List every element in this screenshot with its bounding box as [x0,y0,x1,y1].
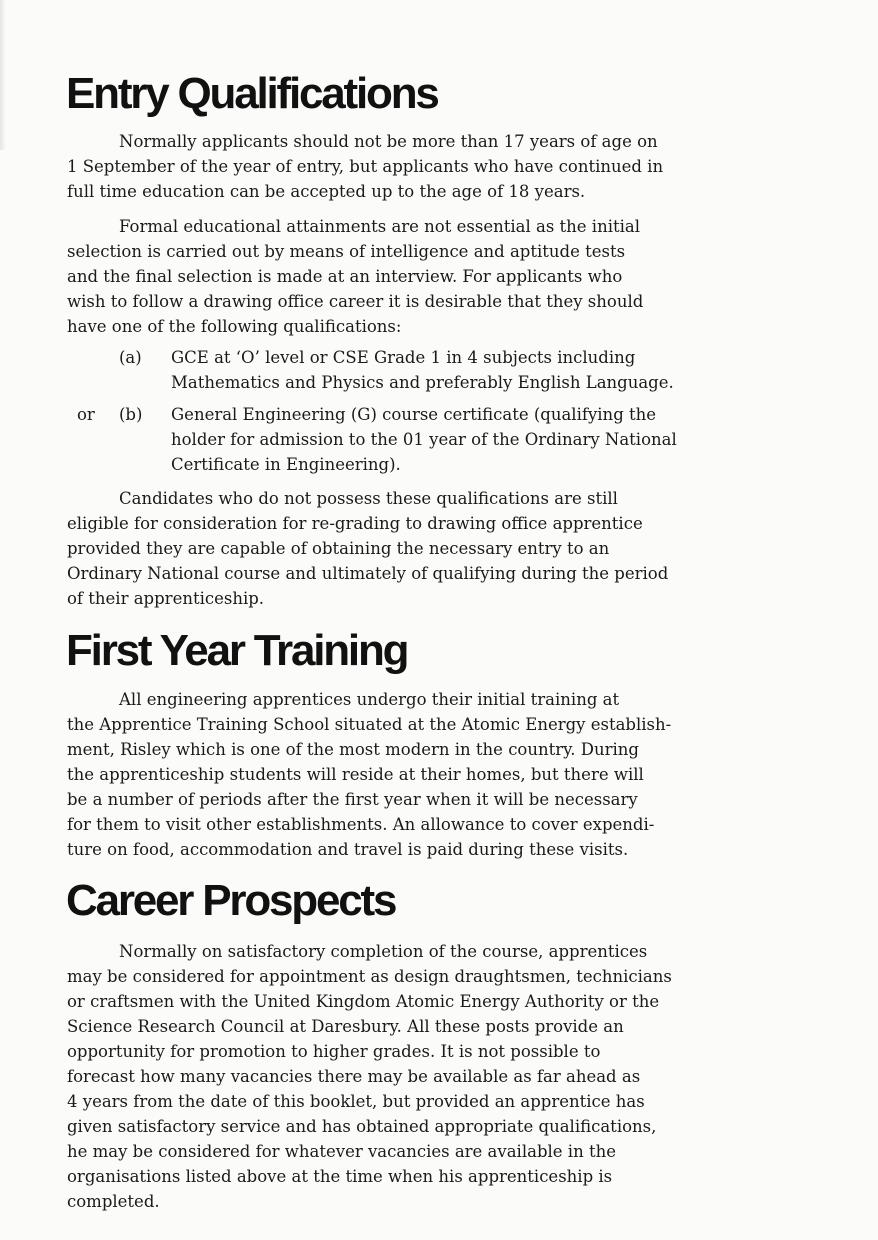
paragraph-career-prospects [67,939,837,1214]
text-line: Normally applicants should not be more than 17 years of age on [119,132,658,151]
text-line: Certificate in Engineering). [171,455,401,474]
text-line: be a number of periods after the first year when it will be necessary [67,790,638,809]
qualifications-list-item-b [67,402,837,477]
text-line: 1 September of the year of entry, but applicants who have continued in [67,157,664,176]
text-line: organisations listed above at the time when his apprenticeship is [67,1167,613,1186]
text-line: selection is carried out by means of intelligence and aptitude tests [67,242,626,261]
list-item-text [171,402,837,477]
text-line: 4 years from the date of this booklet, but provided an apprentice has [67,1092,645,1111]
career-prospects-body [67,939,837,1214]
paragraph-candidates-without-qualifications [67,486,837,611]
list-item-text [171,345,837,395]
text-line: eligible for consideration for re-grading to drawing office apprentice [67,514,643,533]
text-line: full time education can be accepted up to the age of 18 years. [67,182,586,201]
text-line: of their apprenticeship. [67,589,265,608]
paragraph-selection-process [67,214,837,339]
text-line: General Engineering (G) course certificate (qualifying the [171,405,657,424]
text-line: ture on food, accommodation and travel is paid during these visits. [67,840,629,859]
text-line: and the final selection is made at an interview. For applicants who [67,267,623,286]
list-item-marker: (a) [119,348,142,367]
heading-entry-qualifications: Entry Qualifications [66,69,438,118]
list-item [67,402,837,477]
heading-first-year-training: First Year Training [66,626,408,675]
text-line: Science Research Council at Daresbury. All these posts provide an [67,1017,624,1036]
text-line: the Apprentice Training School situated at the Atomic Energy establish- [67,715,672,734]
qualifications-list-item-a [67,345,837,395]
text-line: Formal educational attainments are not essential as the initial [119,217,640,236]
text-line: GCE at ‘O’ level or CSE Grade 1 in 4 subjects including [171,348,636,367]
list-item-prefix: or [77,405,95,424]
text-line: All engineering apprentices undergo their initial training at [119,690,620,709]
heading-career-prospects: Career Prospects [66,876,396,925]
text-line: may be considered for appointment as design draughtsmen, technicians [67,967,672,986]
text-line: holder for admission to the 01 year of the Ordinary National [171,430,677,449]
text-line: or craftsmen with the United Kingdom Atomic Energy Authority or the [67,992,660,1011]
text-line: Normally on satisfactory completion of the course, apprentices [119,942,648,961]
text-line: Mathematics and Physics and preferably English Language. [171,373,674,392]
text-line: provided they are capable of obtaining the necessary entry to an [67,539,610,558]
first-year-training-body [67,687,837,862]
text-line: have one of the following qualifications: [67,317,402,336]
entry-qualifications-selection [67,214,837,339]
text-line: completed. [67,1192,160,1211]
text-line: Candidates who do not possess these qualifications are still [119,489,618,508]
entry-qualifications-closing [67,486,837,611]
paragraph-age-requirement [67,129,837,204]
list-item [67,345,837,395]
text-line: the apprenticeship students will reside at their homes, but there will [67,765,644,784]
entry-qualifications-intro [67,129,837,204]
list-item-marker: (b) [119,405,143,424]
text-line: opportunity for promotion to higher grades. It is not possible to [67,1042,601,1061]
text-line: ment, Risley which is one of the most modern in the country. During [67,740,639,759]
paragraph-training-school [67,687,837,862]
text-line: wish to follow a drawing office career it is desirable that they should [67,292,644,311]
text-line: for them to visit other establishments. An allowance to cover expendi- [67,815,655,834]
text-line: given satisfactory service and has obtained appropriate qualifications, [67,1117,657,1136]
text-line: he may be considered for whatever vacancies are available in the [67,1142,616,1161]
text-line: Ordinary National course and ultimately of qualifying during the period [67,564,669,583]
page-edge-shadow [0,0,6,150]
text-line: forecast how many vacancies there may be available as far ahead as [67,1067,641,1086]
